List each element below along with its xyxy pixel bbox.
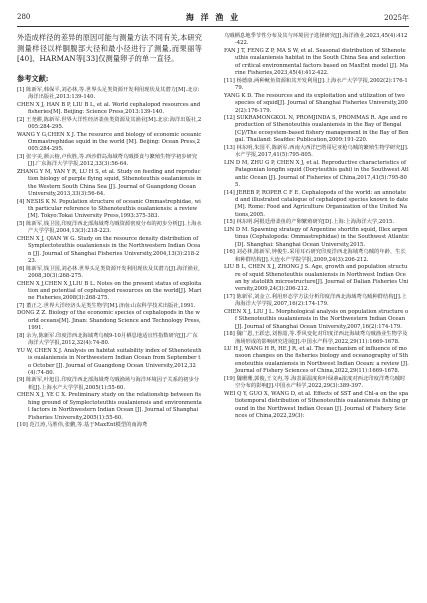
page-header <box>17 12 409 27</box>
reference-entry: CHEN X J, QIAN W G. Study on the resource density distribution of Symplectoteuthis oualaniensis in the Northwestern Indian Ocean [J]. Journal of Shanghai Fisheries University,2004,13(3):218-223. <box>17 235 201 265</box>
left-reference-list <box>17 87 202 430</box>
reference-entry: WANG Y G,CHEN X J. The resource and biology of economic oceanic Ommastrephidae squid in the world [M]. Beijing: Ocean Press,2005:284-295. <box>17 131 202 153</box>
reference-entry: [3] 张宇美,颜云榕,卢伙胜,等.西沙群岛海域鸢乌贼摄食与繁殖生物学初步研究[J].广东海洋大学学报,2012,33(3):56-64. <box>17 153 198 168</box>
reference-entry: LIU B L, CHEN X J, ZHONG J S. Age, growth and population structure of squid Sthenoteuthis oualaniensis in Northwest Indian Ocean by statolith microstructure[J]. Journal of Dalian Fisheries University,2009,24(3):206-212. <box>224 264 409 293</box>
reference-entry: WEI Q Y, GUO X, WANG D, et al. Effects of SST and Chl-a on the spatiotemporal distribution of Sthenoteuthis oualaniensis fishing ground in the Northwest Indian Ocean [J]. Journal of Fishery Sciences of China,2022,29(3): <box>224 390 409 420</box>
reference-entry: CHEN X J, YE C X. Preliminary study on the relationship between fishing ground of Symplectoteuthis oualaniensis and environmental factors in Northwestern Indian Ocean [J]. Journal of Shanghai Fisheries University,2005(1):55-60. <box>17 392 202 421</box>
reference-entry: [16] 刘必林,陈新军,钟俊生.采用耳石研究印度洋西北海域鸢乌贼的年龄、生长和种群结构[J].大连水产学院学报,2009,24(3):206-212. <box>224 249 406 263</box>
reference-entry: [6] 陈新军,钱卫国,刘必林.世界头足类资源开发利用现状及其潜力[J].海洋渔业,2008,30(3):268-275. <box>17 265 200 280</box>
journal-name: 海 洋 渔 业 <box>185 12 241 22</box>
reference-entry: DONG Z Z. Biology of the economic species of cephalopods in the world oceans[M]. Jinan: Shandong Science and Technology Press,1991. <box>17 310 201 332</box>
reference-entry: [19] 魏珊珊,郭俊,王文冉,等.海表面温度和叶绿素a浓度对西北印度洋鸢乌贼时空分布的影响[J].中国水产科学,2022,29(3):389-397. <box>224 375 406 390</box>
reference-entry: LIN D M, ZHU G P, CHEN X J, et al. Reproductive characteristics of Patagonian longfin squid (Doryteuthis gahi) in the Southwest Atlantic Ocean [J]. Journal of Fisheries of China,2017,41(5):795-805. <box>224 159 409 189</box>
reference-entry: CHEN X J,CHEN X J,LIU B L. Notes on the present status of exploitation and potential of cephalopod resources on the world[J]. Marine Fisheries,2008(3):268-275. <box>17 280 202 302</box>
reference-entry: [17] 陈新军,刘金立.利用形态学方法分析印度洋西北海域鸢乌贼种群结构[J].上海海洋大学学报,2007,16(2):174-179. <box>224 293 407 308</box>
journal-year: 2025年 <box>384 14 409 22</box>
reference-entry: [18] 魏广恩,王跃忠,刘鲁韶,等.季风变化对印度洋西北海域鸢乌贼渔业生物学及渔场形成的影响研究进展[J].中国水产科学,2022,29(11):1669-1678. <box>224 331 408 345</box>
reference-entry: CHEN X J, HAN B P, LIU B L, et al. World cephalopod resources and fisheries[M]. Beijing: Science Press,2013:139-140. <box>17 101 201 116</box>
reference-entry: [8] 余为,陈新军.印度洋西北海域鸢乌贼9-10月栖息地适宜性指数研究[J].广东海洋大学学报,2012,32(4):74-80. <box>17 332 198 347</box>
reference-entry: [4] NESIS K N. Population structure of oceanic Ommastrephidae, with particular reference to Sthenoteuthis oualaniensis: a review[M]. Tokyo:Tokai University Press,1993:375-383. <box>17 198 201 220</box>
reference-entry: [7] 董正之.世界大洋经济头足类生物学[M].济南:山东科学技术出版社,1991. <box>17 302 196 309</box>
reference-entry: [15] 林东明.阿根廷滑柔鱼的产卵繁殖研究[D].上海:上海海洋大学,2015. <box>224 219 395 226</box>
reference-entry: ZHANG Y M, YAN Y R, LU H S, et al. Study on feeding and reproduction biology of purple flying squid, Sthenoteuthis oualaniensis in the Western South China Sea [J]. Journal of Guangdong Ocean University,2013,33(3):56-64. <box>17 168 202 198</box>
reference-entry: [5] 陈新军,钱卫国,印度洋西北部海域鸢乌贼资源密度分布的初步分析[J].上海水产大学学报,2004,13(3):218-223. <box>17 220 202 235</box>
reference-entry: CHEN X J, LIU J L. Morphological analysis on population structure of Sthenoteuthis oualaniensis in the Northwestern Indian Ocean[J]. Journal of Shanghai Ocean University,2007,16(2):174-179. <box>224 308 409 330</box>
left-column <box>17 33 202 430</box>
reference-entry: [12] SUKRAMONGKOL N, PROMJINDA S, PROMMAS R. Age and reproduction of Sthenoteuthis oualaniensis in the Bay of Bengal [C]//The ecosystem-based fishery management in the Bay of Bengal. Thailand: Seafdec Publication,2009:191-220. <box>224 114 409 144</box>
intro-paragraph: 外造成样径的差异的原因可能与测量方法不同有关,本研究测量样径以样胴腹部大径和最小径进行了测量,而果丽等[40]、HARMAN等[33]仅测量卵子的单一直径。 <box>17 33 202 64</box>
reference-entry: LU H J, WANG H R, HE J R, et al. The mechanism of influence of monsoon changes on the fisheries biology and oceanography of Sthenoteuthis oualaniensis in Northwest Indian Ocean: a review [J]. Journal of Fishery Sciences of China,2022,29(11):1669-1678. <box>224 346 409 375</box>
references-title: 参考文献: <box>17 73 49 83</box>
reference-entry: [11] 杨德康.两种鱿鱼资源和其开发利用[J].上海水产大学学报,2002(2):176-179. <box>224 77 408 92</box>
right-reference-list <box>224 33 409 421</box>
reference-entry: 乌贼栖息地季节性分布及其与环境因子选择研究[J].海洋渔业,2023,45(4):412-422. <box>224 33 408 47</box>
reference-entry: FAN J T, FENG Z P, MA S W, et al. Seasonal distribution of Sthenoteuthis oualaniensis habitat in the South China Sea and selection of critical environmental factors based on MaxEnt model [J]. Marine Fisheries,2023,45(4):412-422. <box>224 47 409 77</box>
reference-entry: YU W, CHEN X J. Analysis on habitat suitability index of Sthenoteuthis oualaniensis in Northwestern Indian Ocean from September to October [J]. Journal of Guangdong Ocean University,2012,32(4):74-80. <box>17 347 202 376</box>
reference-entry: [14] JEREB P, ROPER C F E. Cephalopods of the world: an annotated and illustrated catalogue of cephalopod species known to date [M]. Rome: Food and Agriculture Organization of the United Nations,2005. <box>224 189 409 218</box>
page-number: 280 <box>17 13 31 21</box>
reference-entry: [13] 林东明,朱国平,陈新军.西南大西洋巴塔哥尼亚枪乌贼的繁殖生物学研究[J].水产学报,2017,41(5):795-805. <box>224 144 409 159</box>
reference-entry: [1] 陈新军,韩保平,刘必林,等.世界头足类资源开发利用现状及其潜力[M].北京:海洋出版社,2013:139-140. <box>17 86 200 101</box>
reference-entry: [9] 陈新军,叶旭昌.印度洋西北部海域鸢乌贼渔场与海洋环境因子关系的初步分析[J].上海水产大学学报,2005(1):55-60. <box>17 377 200 391</box>
reference-entry: [10] 范江涛,马胜伟,张鹏,等.基于MaxEnt模型的南海鸢 <box>17 422 148 429</box>
reference-entry: YANG K D. The resources and its exploitation and utilization of two species of squid[J]. Journal of Shanghai Fisheries University,2002(2):176-179. <box>224 92 408 114</box>
reference-entry: [2] 王尧耕,陈新军.世界大洋性经济柔鱼类资源及其渔业[M].北京:海洋出版社,2005:284-295. <box>17 116 202 131</box>
right-column <box>224 33 409 421</box>
reference-entry: LIN D M. Spawning strategy of Argentine shortfin squid, Illex argentinus (Cephalopoda: Ommastrephidae) in the Southwest Atlantic [D]. Shanghai: Shanghai Ocean University,2015. <box>224 226 409 248</box>
